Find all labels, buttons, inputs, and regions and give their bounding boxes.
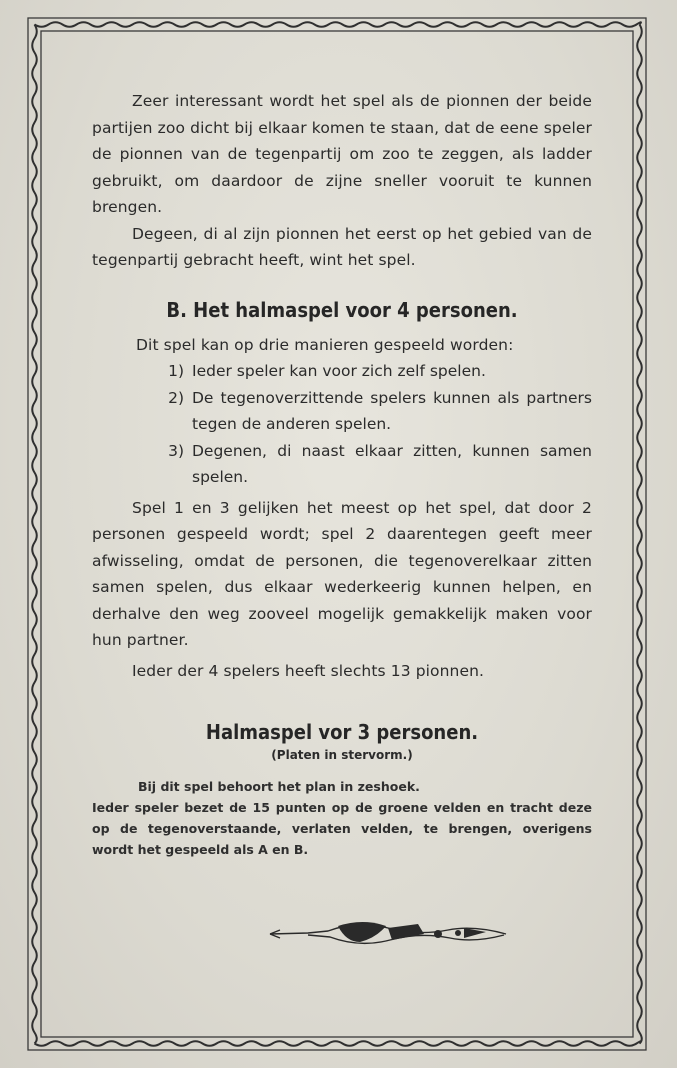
paragraph-winner: Degeen, di al zijn pionnen het eerst op het gebied van de tegenpartij gebracht heeft, wint het spel. (92, 224, 592, 269)
paragraph-intro: Zeer interessant wordt het spel als de pionnen der beide partijen zoo dicht bij elkaar komen te staan, dat de eene speler de pionnen van de tegenpartij om zoo te zeggen, als ladder gebruikt, om daardoor de zijne sneller vooruit te kunnen brengen. (92, 92, 592, 216)
section-3-subheading: (Platen in stervorm.) (271, 748, 413, 762)
list-item-number: 3) (168, 441, 184, 460)
list-item (92, 385, 592, 438)
section-b-list (92, 358, 592, 491)
section-b-paragraph: Spel 1 en 3 gelijken het meest op het spel, dat door 2 personen gespeeld wordt; spel 2 daarentegen geeft meer afwisseling, omdat de personen, die tegenoverelkaar zitten samen spelen, dus elkaar wederkeerig kunnen helpen, en derhalve den weg zooveel mogelijk gemakkelijk maken voor hun partner. (92, 498, 592, 649)
section-3-line-1: Bij dit spel behoort het plan in zeshoek. (138, 779, 420, 794)
list-item-text: Ieder speler kan voor zich zelf spelen. (192, 362, 486, 380)
page-content (92, 88, 592, 860)
section-3-paragraph: Ieder speler bezet de 15 punten op de groene velden en tracht deze op de tegenoverstaande, verlaten velden, te brengen, overigens wordt het gespeeld als A en B. (92, 800, 592, 857)
border-wave-segment (637, 25, 642, 1044)
border-wave-segment (32, 25, 37, 1044)
section-b-intro: Dit spel kan op drie manieren gespeeld worden: (136, 335, 514, 354)
border-wave-segment (35, 1041, 641, 1046)
list-item (92, 358, 592, 385)
list-item (92, 438, 592, 491)
list-item-text: De tegenoverzittende spelers kunnen als partners tegen de anderen spelen. (192, 388, 592, 433)
list-item-text: Degenen, di naast elkaar zitten, kunnen samen spelen. (192, 441, 592, 486)
pen-flourish-ornament (268, 914, 508, 954)
section-b-heading: B. Het halmaspel voor 4 personen. (166, 297, 518, 322)
section-b-closing: Ieder der 4 spelers heeft slechts 13 pionnen. (132, 661, 485, 680)
section-3-heading: Halmaspel vor 3 personen. (205, 720, 479, 744)
border-wave-segment (35, 22, 641, 27)
list-item-number: 2) (168, 388, 184, 407)
list-item-number: 1) (168, 362, 184, 380)
